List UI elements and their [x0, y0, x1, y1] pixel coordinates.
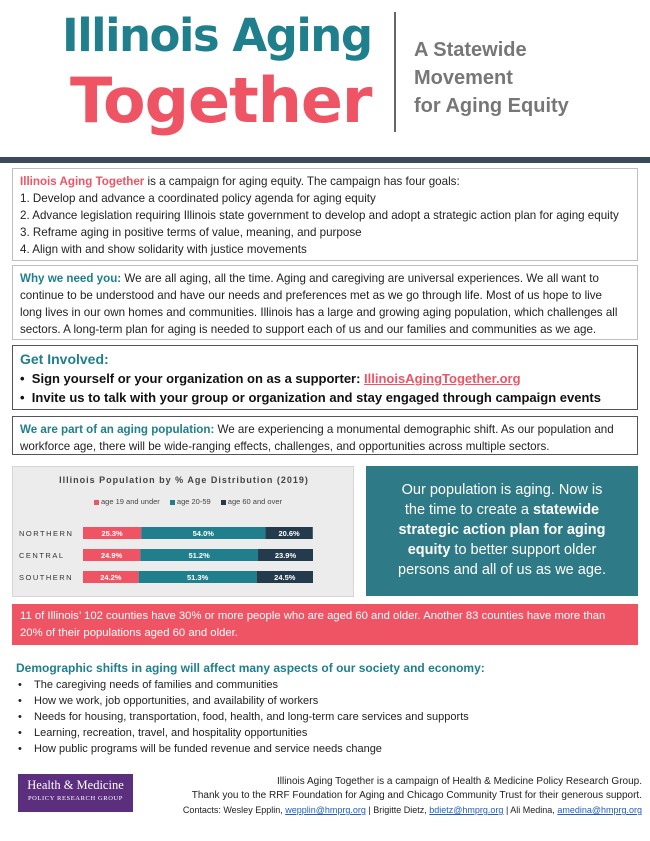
chart-plot [13, 467, 355, 598]
aging-population-box [12, 416, 638, 455]
header [0, 0, 650, 152]
goals-box [12, 168, 638, 261]
callout-bold: statewide [533, 502, 600, 518]
data-label-southern-series-2: 24.5% [274, 573, 296, 582]
why-line: We are all aging, all the time. Aging and caregiving are universal experiences. We all want to [121, 272, 599, 285]
callout-line: Our population is aging. Now is [401, 482, 603, 498]
email-link-amedina[interactable]: amedina@hmprg.org [557, 805, 642, 815]
data-label-northern-series-0: 25.3% [101, 529, 123, 538]
counties-banner [12, 604, 638, 645]
counties-line: 20% of their populations aged 60 and older. [20, 627, 238, 639]
category-label-northern: NORTHERN [19, 529, 74, 538]
why-line: sectors. A long-term plan for aging is needed to support each of us and our families and communities as we age. [20, 323, 597, 336]
callout-bold: equity [407, 542, 451, 558]
counties-line: 11 of Illinois’ 102 counties have 30% or more people who are aged 60 and older. Another 83 counties have more than [20, 610, 606, 622]
callout-line: persons and all of us as we age. [398, 562, 606, 578]
age-distribution-chart [12, 466, 354, 597]
data-label-central-series-1: 51.2% [188, 551, 210, 560]
goal-item: 1. Develop and advance a coordinated policy agenda for aging equity [20, 192, 376, 205]
list-item: • How we work, job opportunities, and availability of workers [16, 693, 636, 709]
data-label-northern-series-2: 20.6% [278, 529, 300, 538]
goals-intro [20, 173, 630, 190]
list-item: • Needs for housing, transportation, food, health, and long-term care services and supports [16, 709, 636, 725]
contacts-label: Contacts: Wesley Epplin, [182, 805, 286, 815]
email-link-wepplin[interactable]: wepplin@hmprg.org [285, 805, 366, 815]
footer [183, 775, 642, 817]
aging-population-line: We are experiencing a monumental demographic shift. As our population and [214, 423, 614, 436]
why-line: long lives in our own homes and communities. Illinois has a large and growing aging population, which challenges all [20, 306, 618, 319]
logo-line-2: POLICY RESEARCH GROUP [27, 795, 124, 802]
data-label-central-series-0: 24.9% [100, 551, 123, 560]
data-label-central-series-2: 23.9% [274, 551, 297, 560]
aging-population-heading: We are part of an aging population: [20, 423, 215, 436]
subtitle-line-1: A Statewide [414, 39, 527, 61]
title-line-1: Illinois Aging [62, 9, 372, 62]
why-line: continue to be understood and have our needs and preferences met as we go through life. Most of us hope to live [20, 289, 602, 302]
data-label-southern-series-0: 24.2% [100, 573, 122, 582]
header-divider [394, 12, 396, 132]
category-label-southern: SOUTHERN [19, 573, 74, 582]
title-line-2: Together [70, 64, 372, 137]
get-involved-item: • Invite us to talk with your group or organization and stay engaged through campaign events [20, 390, 601, 405]
footer-line: Illinois Aging Together is a campaign of Health & Medicine Policy Research Group. [276, 776, 642, 787]
callout-bold: strategic action plan for aging [398, 522, 606, 538]
goals-intro-text: is a campaign for aging equity. The campaign has four goals: [144, 175, 460, 188]
legend-label: age 20-59 [176, 497, 211, 506]
subtitle [414, 36, 569, 120]
list-item: • Learning, recreation, travel, and hospitality opportunities [16, 725, 636, 741]
goal-item: 4. Align with and show solidarity with justice movements [20, 243, 307, 256]
supporter-link[interactable]: IllinoisAgingTogether.org [364, 371, 521, 386]
why-heading: Why we need you: [20, 272, 122, 285]
category-label-central: CENTRAL [19, 551, 65, 560]
callout-box [366, 466, 638, 596]
aging-population-line: workforce age, there will be wide-ranging effects, challenges, and opportunities across multiple sectors. [20, 440, 550, 453]
legend-label: age 60 and over [227, 497, 282, 506]
header-bar [0, 157, 650, 163]
email-link-bdietz[interactable]: bdietz@hmprg.org [429, 805, 504, 815]
callout-line: to better support older [450, 542, 597, 558]
demographic-shifts [16, 660, 636, 757]
chart-title: Illinois Population by % Age Distribution (2019) [59, 475, 309, 485]
data-label-southern-series-1: 51.3% [187, 573, 209, 582]
shifts-list [16, 677, 636, 757]
footer-contacts [183, 803, 642, 817]
footer-line: Thank you to the RRF Foundation for Aging and Chicago Community Trust for their generous support. [191, 790, 642, 801]
get-involved-heading: Get Involved: [20, 351, 109, 367]
supporter-text: Sign yourself or your organization on as a supporter: [31, 371, 365, 386]
get-involved-item: • Sign yourself or your organization on as a supporter: IllinoisAgingTogether.org [20, 371, 521, 386]
callout-line: the time to create a [404, 502, 534, 518]
shifts-heading: Demographic shifts in aging will affect many aspects of our society and economy: [16, 661, 485, 675]
subtitle-line-2: Movement [414, 67, 513, 89]
hmprg-logo [18, 774, 133, 812]
invite-text: Invite us to talk with your group or organization and stay engaged through campaign events [31, 390, 601, 405]
list-item: • The caregiving needs of families and communities [16, 677, 636, 693]
legend-label: age 19 and under [101, 497, 160, 506]
contacts-separator: | Brigitte Dietz, [365, 805, 430, 815]
why-box [12, 265, 638, 340]
logo-line-1: Health & Medicine [27, 778, 124, 792]
subtitle-line-3: for Aging Equity [414, 95, 569, 117]
goal-item: 3. Reframe aging in positive terms of value, meaning, and purpose [20, 226, 362, 239]
contacts-separator: | Ali Medina, [503, 805, 558, 815]
get-involved-box [12, 345, 638, 410]
data-label-northern-series-1: 54.0% [192, 529, 214, 538]
campaign-name: Illinois Aging Together [20, 175, 145, 188]
goal-item: 2. Advance legislation requiring Illinois state government to develop and adopt a strategic action plan for aging equity [20, 209, 619, 222]
list-item: • How public programs will be funded revenue and service needs change [16, 741, 636, 757]
